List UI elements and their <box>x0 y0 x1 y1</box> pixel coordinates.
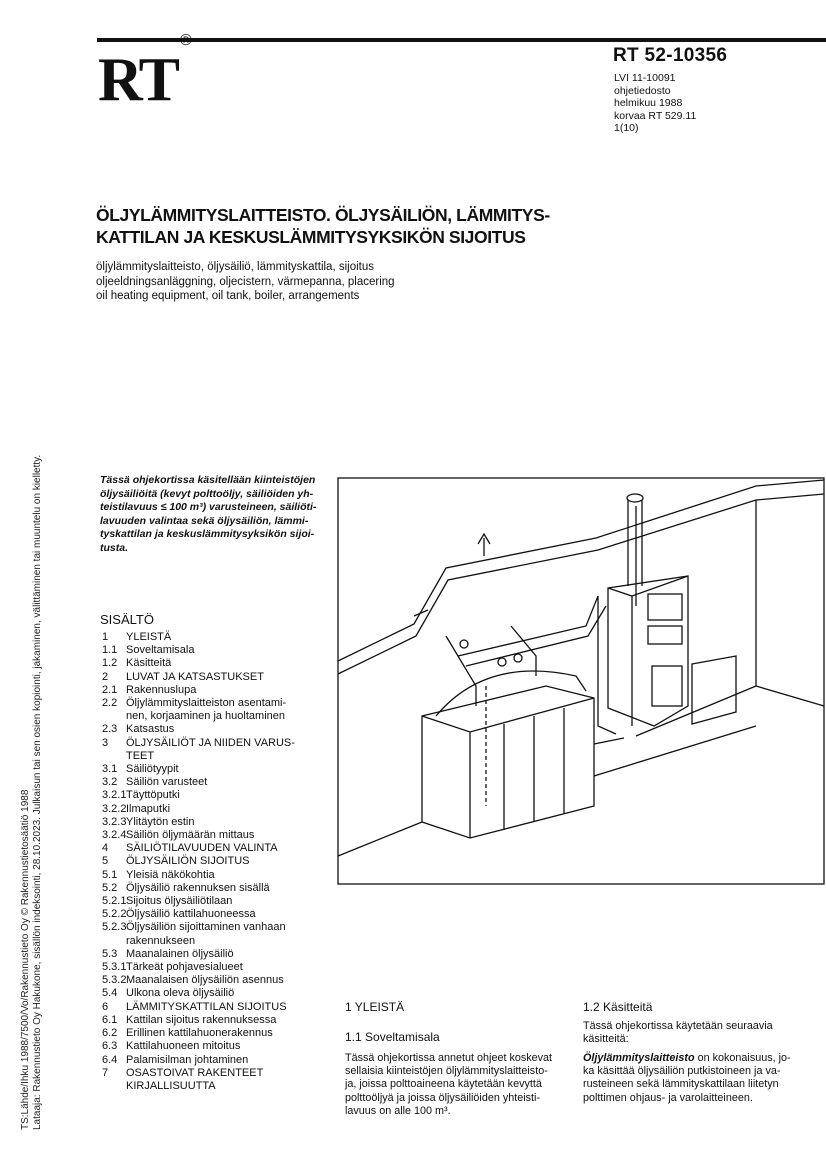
toc-item-text: ÖLJYSÄILIÖN SIJOITUS <box>126 855 250 868</box>
toc-item-number: 1.2 <box>102 657 118 670</box>
toc-item <box>102 644 328 657</box>
wall-top-edge-inner <box>338 494 824 674</box>
toc-item-number: 5.2.2 <box>102 908 127 921</box>
toc-item <box>102 829 328 842</box>
toc-item <box>102 1001 328 1014</box>
toc-item-text: Kattilahuoneen mitoitus <box>126 1040 241 1053</box>
toc-item-number: 5.1 <box>102 868 118 881</box>
toc-item-text: Käsitteitä <box>126 657 172 670</box>
toc-item <box>102 710 328 723</box>
toc-item <box>102 657 328 670</box>
toc-item <box>102 803 328 816</box>
toc-item <box>102 737 328 750</box>
toc-item-text: Erillinen kattilahuonerakennus <box>126 1027 273 1040</box>
toc-item-number: 5.3.1 <box>102 961 127 974</box>
toc-item <box>102 855 328 868</box>
chimney <box>628 500 642 586</box>
keywords-fi: öljylämmityslaitteisto, öljysäiliö, lämmityskattila, sijoitus <box>96 261 374 273</box>
toc-item <box>102 631 328 644</box>
toc-item <box>102 921 328 934</box>
toc-item-number: 3 <box>102 736 109 749</box>
toc-item-number: 6.3 <box>102 1040 118 1053</box>
toc-item-text: Maanalaisen öljysäiliön asennus <box>126 974 284 987</box>
intro-abstract: Tässä ohjekortissa käsitellään kiinteistöjen öljysäiliöitä (kevyt polttoöljy, säiliöiden yh- teistilavuus ≤ 100 m³) varusteineen, säiliöti- lavuuden valintaa sekä öljysäiliön, lämmi- tyskattilan ja keskuslämmitysyksikön sijoi- tusta. <box>100 474 317 554</box>
section-1-heading: 1 YLEISTÄ <box>345 1000 405 1014</box>
toc-item-text: SÄILIÖTILAVUUDEN VALINTA <box>126 842 278 855</box>
toc-item-text: Yleisiä näkökohtia <box>126 868 215 881</box>
figure-frame <box>338 478 824 884</box>
toc-item-text: Tärkeät pohjavesialueet <box>126 961 243 974</box>
air-pipe <box>511 626 536 676</box>
side-note-license: Lataaja: Rakennustieto Oy Hakukone, sisällön indeksointi, 28.10.2023. Julkaisun tai sen osien kopiointi, jakaminen, välittäminen tai muuntelu on kielletty. <box>32 454 43 1130</box>
wall-top-edge <box>338 480 824 661</box>
toc-item-text: rakennukseen <box>126 934 196 947</box>
section-1-1-heading: 1.1 Soveltamisala <box>345 1030 440 1044</box>
toc-item-number: 2.1 <box>102 683 118 696</box>
toc-item-number: 3.2.2 <box>102 802 127 815</box>
keywords-en: oil heating equipment, oil tank, boiler, arrangements <box>96 290 360 302</box>
toc-item-number: 1.1 <box>102 644 118 657</box>
toc-item-number: 3.2.3 <box>102 815 127 828</box>
toc-item <box>102 750 328 763</box>
toc-item-text: Katsastus <box>126 723 175 736</box>
side-margin-notice <box>20 330 44 1130</box>
toc-item-text: Rakennuslupa <box>126 683 197 696</box>
toc-item <box>102 869 328 882</box>
toc-item-number: 2 <box>102 670 109 683</box>
toc-item-text: nen, korjaaminen ja huoltaminen <box>126 710 285 723</box>
rt-logo: RT® <box>98 32 190 115</box>
toc-item-number <box>102 710 126 723</box>
toc-item-number: 6.1 <box>102 1013 118 1026</box>
oil-heating-illustration <box>336 476 826 886</box>
toc-item-text: ÖLJYSÄILIÖT JA NIIDEN VARUS- <box>126 736 295 749</box>
toc-item <box>102 763 328 776</box>
toc-item-number: 5.2 <box>102 881 118 894</box>
toc-item <box>102 776 328 789</box>
toc-item-text: Ilmaputki <box>126 802 171 815</box>
toc-item <box>102 1080 328 1093</box>
toc-item-text: Öljysäiliön sijoittaminen vanhaan <box>126 921 286 934</box>
toc-item <box>102 1027 328 1040</box>
toc-item-number <box>102 935 126 948</box>
oil-tank-enclosure <box>422 686 594 838</box>
toc-item-text: KIRJALLISUUTTA <box>126 1079 216 1092</box>
toc-item <box>102 987 328 1000</box>
document-meta <box>614 72 696 135</box>
toc-item <box>102 974 328 987</box>
toc-item-text: Ulkona oleva öljysäiliö <box>126 987 235 1000</box>
toc-item-text: Säiliötyypit <box>126 763 179 776</box>
toc-item-number: 3.2.4 <box>102 829 127 842</box>
toc-item-text: Täyttöputki <box>126 789 180 802</box>
section-1-2-intro: Tässä ohjekortissa käytetään seuraavia käsitteitä: <box>583 1020 773 1046</box>
toc-item-number: 6.2 <box>102 1027 118 1040</box>
toc-item-text: Säiliön varusteet <box>126 776 208 789</box>
toc-item <box>102 1054 328 1067</box>
toc-item <box>102 842 328 855</box>
meta-date: helmikuu 1988 <box>614 97 683 109</box>
section-1-1-paragraph: Tässä ohjekortissa annetut ohjeet koskevat sellaisia kiinteistöjen öljylämmityslaitteisto- ja, joissa polttoaineena käytetään kevyttä polttoöljyä ja joissa öljysäiliöiden yhteisti- lavuus on alle 100 m³. <box>345 1052 553 1117</box>
toc-item-number: 5.2.1 <box>102 895 127 908</box>
toc-item-text: Palamisilman johtaminen <box>126 1053 249 1066</box>
keywords-sv: oljeeldningsanläggning, oljecistern, värmepanna, placering <box>96 275 395 288</box>
toc-item-text: Öljysäiliö kattilahuoneessa <box>126 908 256 921</box>
header-rule <box>97 38 826 42</box>
toc-item-number: 6 <box>102 1000 109 1013</box>
toc-item-text: Öljylämmityslaitteiston asentami- <box>126 697 287 710</box>
toc-item-number: 3.2.1 <box>102 789 127 802</box>
toc-item-text: LÄMMITYSKATTILAN SIJOITUS <box>126 1000 287 1013</box>
toc-item-text: Öljysäiliö rakennuksen sisällä <box>126 881 270 894</box>
toc-item <box>102 961 328 974</box>
keywords <box>96 260 395 304</box>
toc-item-number: 1 <box>102 631 109 643</box>
toc-item-number: 6.4 <box>102 1053 118 1066</box>
toc-item <box>102 1040 328 1053</box>
toc-item <box>102 816 328 829</box>
toc-item-text: TEET <box>126 749 155 762</box>
toc-item-number: 5.3 <box>102 947 118 960</box>
toc-item-text: OSASTOIVAT RAKENTEET <box>126 1066 264 1079</box>
toc-heading: SISÄLTÖ <box>100 612 154 627</box>
section-1-2-definition: Öljylämmityslaitteisto on kokonaisuus, jo- ka käsittää öljysäiliön putkistoineen ja va- rusteineen sekä lämmityskattilaan liitetyn polttimen ohjaus- ja varolaitteineen. <box>583 1052 791 1104</box>
section-1-2-heading: 1.2 Käsitteitä <box>583 1000 653 1014</box>
toc-item-number <box>102 750 126 763</box>
toc-item-number: 5.4 <box>102 987 118 1000</box>
toc-item-text: Kattilan sijoitus rakennuksessa <box>126 1013 277 1026</box>
toc-item-text: Maanalainen öljysäiliö <box>126 947 234 960</box>
toc-item <box>102 684 328 697</box>
document-number: RT 52-10356 <box>613 45 728 66</box>
toc-item-text: YLEISTÄ <box>126 631 172 643</box>
toc-item <box>102 723 328 736</box>
toc-item-number: 5.3.2 <box>102 974 127 987</box>
meta-file-type: ohjetiedosto <box>614 84 671 97</box>
toc-item <box>102 948 328 961</box>
defined-term: Öljylämmityslaitteisto <box>583 1052 695 1064</box>
vent-pipe <box>478 534 490 556</box>
toc-item-number: 5.2.3 <box>102 921 127 934</box>
toc-item <box>102 908 328 921</box>
toc-item-number: 5 <box>102 855 109 868</box>
toc-item <box>102 895 328 908</box>
toc-item <box>102 882 328 895</box>
boiler-door <box>692 656 736 724</box>
toc-item-text: Sijoitus öljysäiliötilaan <box>126 895 233 908</box>
toc-item-number: 4 <box>102 842 109 855</box>
meta-replaces: korvaa RT 529.11 <box>614 109 697 122</box>
toc-item-number: 3.1 <box>102 763 118 776</box>
document-title: ÖLJYLÄMMITYSLAITTEISTO. ÖLJYSÄILIÖN, LÄMMITYS- KATTILAN JA KESKUSLÄMMITYSYKSIKÖN SIJOITUS <box>96 205 550 247</box>
toc-item <box>102 935 328 948</box>
toc-item-number: 2.2 <box>102 697 118 710</box>
toc-item <box>102 789 328 802</box>
table-of-contents <box>102 631 328 1093</box>
toc-item-text: Soveltamisala <box>126 644 195 657</box>
toc-item-text: Ylitäytön estin <box>126 815 195 828</box>
toc-item-number <box>102 1080 126 1093</box>
toc-item-number: 3.2 <box>102 776 118 789</box>
toc-item <box>102 1014 328 1027</box>
toc-item-text: LUVAT JA KATSASTUKSET <box>126 670 264 683</box>
toc-item-text: Säiliön öljymäärän mittaus <box>126 829 255 842</box>
toc-item-number: 2.3 <box>102 723 118 736</box>
meta-classification: LVI 11-10091 <box>614 72 676 84</box>
toc-item-number: 7 <box>102 1066 109 1079</box>
toc-item <box>102 697 328 710</box>
meta-page: 1(10) <box>614 122 639 134</box>
side-note-copyright: TS:Lähde/Ihku 1988/7500/Vo/Rakennustieto Oy © Rakennustietosäätiö 1988 <box>20 789 31 1130</box>
toc-item <box>102 1067 328 1080</box>
toc-item <box>102 671 328 684</box>
